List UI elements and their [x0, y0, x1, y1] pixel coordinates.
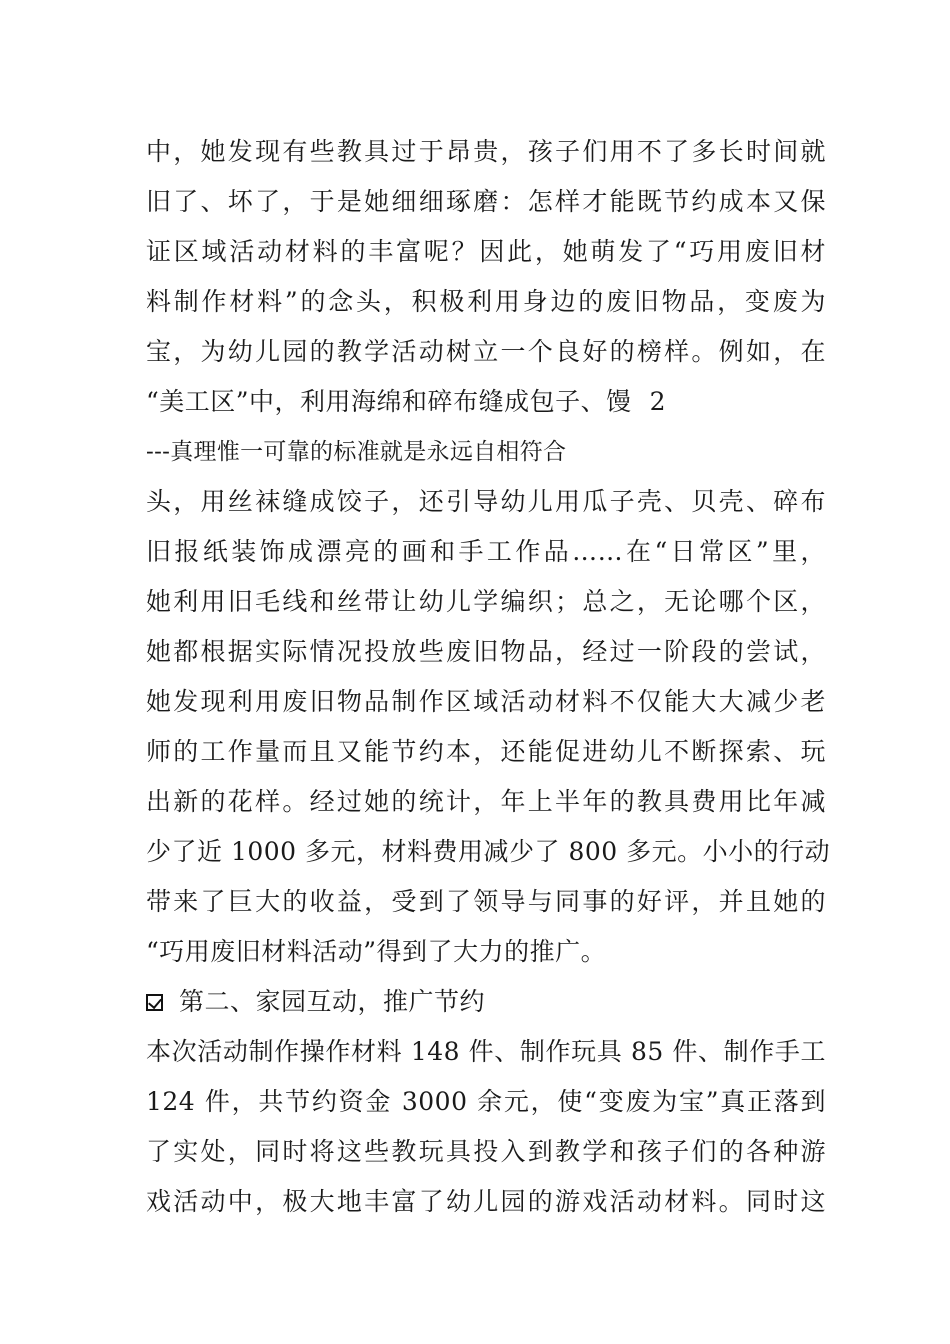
section-heading [146, 987, 826, 1017]
paragraph-line: 她利用旧毛线和丝带让幼儿学编织；总之，无论哪个区， [146, 587, 826, 616]
paragraph-line: 中，她发现有些教具过于昂贵，孩子们用不了多长时间就 [146, 137, 826, 166]
paragraph-line: 师的工作量而且又能节约本，还能促进幼儿不断探索、玩 [146, 737, 826, 766]
paragraph-line: 宝，为幼儿园的教学活动树立一个良好的榜样。例如，在 [146, 337, 826, 366]
paragraph-line-fragment: “美工区”中，利用海绵和碎布缝成包子、馒 [146, 387, 632, 416]
paragraph-line: 戏活动中，极大地丰富了幼儿园的游戏活动材料。同时这 [146, 1187, 826, 1216]
paragraph-line: 旧了、坏了，于是她细细琢磨：怎样才能既节约成本又保 [146, 187, 826, 216]
paragraph-line: “巧用废旧材料活动”得到了大力的推广。 [146, 937, 607, 966]
paragraph-line: 旧报纸装饰成漂亮的画和手工作品……在“日常区”里， [146, 537, 826, 566]
paragraph-line: 她发现利用废旧物品制作区域活动材料不仅能大大减少老 [146, 687, 826, 716]
section-heading-text: 第二、家园互动，推广节约 [179, 987, 486, 1016]
paragraph-line: 她都根据实际情况投放些废旧物品，经过一阶段的尝试， [146, 637, 826, 666]
paragraph-line: 124 件，共节约资金 3000 余元，使“变废为宝”真正落到 [146, 1087, 826, 1116]
page-number: 2 [649, 387, 666, 416]
paragraph-line: 头，用丝袜缝成饺子，还引导幼儿用瓜子壳、贝壳、碎布 [146, 487, 826, 516]
paragraph-line: 出新的花样。经过她的统计，年上半年的教具费用比年减 [146, 787, 826, 816]
paragraph-line: 料制作材料”的念头，积极利用身边的废旧物品，变废为 [146, 287, 826, 316]
page-break-line [146, 387, 826, 417]
paragraph-line: 证区域活动材料的丰富呢？因此，她萌发了“巧用废旧材 [146, 237, 826, 266]
paragraph-line: 少了近 1000 多元，材料费用减少了 800 多元。小小的行动 [146, 837, 831, 866]
paragraph-line: 本次活动制作操作材料 148 件、制作玩具 85 件、制作手工 [146, 1037, 826, 1066]
paragraph-line: 带来了巨大的收益，受到了领导与同事的好评，并且她的 [146, 887, 826, 916]
paragraph-line: 了实处，同时将这些教玩具投入到教学和孩子们的各种游 [146, 1137, 826, 1166]
footer-motto: ---真理惟一可靠的标准就是永远自相符合 [146, 439, 567, 465]
checked-box-icon [146, 994, 163, 1011]
